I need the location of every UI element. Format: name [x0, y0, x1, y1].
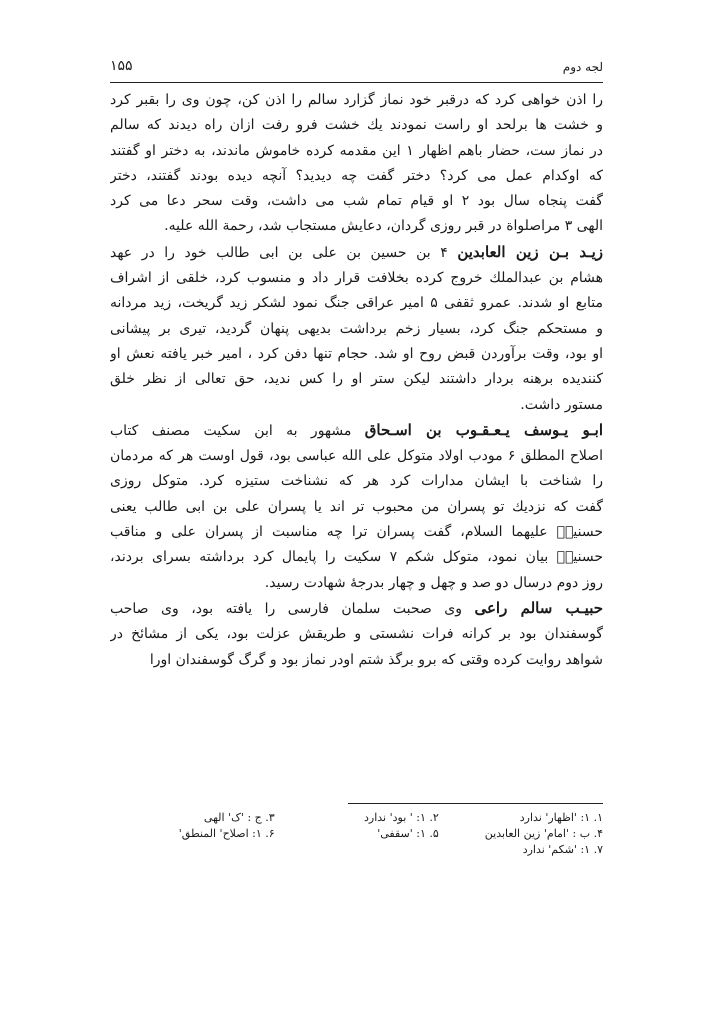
line-text: مشهور به ابن سکیت مصنف کتاب — [110, 422, 352, 439]
text-line — [110, 164, 603, 189]
line-text: را اذن خواهی کرد که درقبر خود نماز گزارد سالم را اذن کن، چون وی را بقبر کرد — [110, 92, 603, 108]
text-line — [110, 291, 603, 316]
entry-heading: حبیـب سالم راعی — [474, 598, 603, 617]
text-line — [110, 418, 603, 444]
line-text: را شناخت با ایشان مدارات کرد هر که نشناخت ستیزه کرد. متوکل روزی — [110, 473, 603, 490]
main-text — [110, 88, 603, 673]
footnote-row — [110, 826, 603, 842]
footnote-row — [110, 810, 603, 826]
text-line — [110, 648, 603, 673]
paragraph — [110, 88, 603, 240]
line-text: حسنینؓ بیان نمود، متوکل شکم ۷ سکیت را پایمال کرد برداشته بسرای بردند، — [110, 549, 603, 566]
text-line — [110, 139, 603, 164]
footnote: ۷. ۱: 'شکم' ندارد — [522, 843, 603, 856]
line-text: ۴ بن حسین بن علی بن ابی طالب خود را در عهد — [110, 244, 448, 261]
text-line — [110, 545, 603, 570]
footnote-row — [110, 842, 603, 858]
text-line — [110, 444, 603, 469]
line-text: گوسفندان بود بر کرانه فرات نشستی و طریقش عزلت بود، یکی از مشائخ در — [110, 626, 603, 643]
line-text: اصلاح المطلق ۶ مودب اولاد متوکل علی الله عباسی بود، قول اوست هر که مردمان — [110, 448, 603, 465]
footnote — [275, 842, 439, 858]
footnote: ۲. ۱: ' بود' ندارد — [364, 811, 439, 824]
text-line — [110, 571, 603, 596]
text-line — [110, 393, 603, 418]
line-text: و خشت ها برلحد او راست نمودند یك خشت فرو رفت ازان راه دیدند که سالم — [110, 117, 603, 134]
footnote: ۴. ب : 'امام' زین العابدین — [484, 827, 603, 840]
text-line — [110, 622, 603, 647]
text-line — [110, 189, 603, 214]
line-text: که اوکدام عمل می کرد؟ دختر گفت چه دیدید؟ آنچه دیده بودند گفتند، دختر — [110, 167, 603, 184]
line-text: شواهد روایت کرده وقتی که برو برگذ شتم اودر نماز بود و گرگ گوسفندان اورا — [149, 651, 603, 668]
line-text: هشام بن عبدالملك خروج کرده بخلافت قرار داد و منسوب کرد، خلقی از اشراف — [110, 270, 603, 287]
text-line — [110, 240, 603, 266]
line-text: حسنینؓ علیهما السلام، گفت پسران ترا چه مناسبت از پسران علی و مناقب — [110, 524, 603, 541]
text-line — [110, 317, 603, 342]
footnotes — [110, 810, 603, 858]
header-divider — [110, 82, 603, 83]
footnote-divider — [348, 803, 603, 804]
line-text: او بود، وقت برآوردن قبض روح او شد. حجام تنها دفن کرد ، امیر خبر یافته نعش او — [110, 345, 603, 362]
line-text: گفت پنجاه سال بود ۲ او قیام تمام شب می داشت، وقت سحر دعا می کرد — [110, 193, 603, 210]
line-text: و مستحکم جنگ کرد، بسیار زخم برداشت بدیهی پنهان گردید، تیری بر پیشانی — [110, 320, 603, 337]
text-line — [110, 214, 603, 239]
entry-heading: ابـو یـوسف یـعـقـوب بن اسـحاق — [364, 420, 603, 439]
text-line — [110, 88, 603, 113]
footnote: ۶. ۱: اصلاح' المنطق' — [178, 827, 275, 840]
text-line — [110, 367, 603, 392]
line-text: الهی ۳ مراصلواة در قبر روزی گردان، دعایش مستجاب شد، رحمة الله علیه. — [164, 218, 603, 235]
paragraph — [110, 418, 603, 596]
line-text: گفت که نزدیك تو پسران من محبوب تر اند یا پسران علی بن ابی طالب یعنی — [110, 498, 603, 515]
text-line — [110, 596, 603, 622]
running-header — [110, 58, 603, 80]
line-text: متابع او شدند. عمرو ثقفی ۵ امیر عراقی جنگ نمود لشکر زید گریخت، زید مردانه — [110, 295, 603, 312]
page-number: ۱۵۵ — [110, 58, 133, 74]
text-line — [110, 520, 603, 545]
entry-heading: زیـد بـن زین العابدین — [457, 242, 603, 261]
footnote: ۳. ج : 'ک' الهی — [203, 811, 275, 824]
footnote — [111, 842, 275, 858]
text-line — [110, 469, 603, 494]
footnote: ۵. ۱: 'سقفی' — [377, 827, 439, 840]
paragraph — [110, 240, 603, 418]
footnote: ۱. ۱: 'اظهار' ندارد — [519, 811, 603, 824]
paragraph — [110, 596, 603, 673]
text-line — [110, 266, 603, 291]
line-text: کنندیده برهنه بردار داشتند لیکن ستر او را کس ندید، حق تعالی از نظر خلق — [110, 371, 603, 388]
line-text: روز دوم درسال دو صد و چهل و چهار بدرجهٔ شهادت رسید. — [264, 574, 603, 591]
chapter-title: لجه دوم — [562, 60, 603, 74]
text-line — [110, 495, 603, 520]
line-text: در نماز ست، حضار باهم اظهار ۱ این مقدمه کرده خاموش ماندند، به دختر او گفتند — [110, 142, 603, 159]
text-line — [110, 342, 603, 367]
line-text: وی صحبت سلمان فارسی را یافته بود، وی صاحب — [110, 600, 462, 617]
line-text: مستور داشت. — [520, 396, 603, 413]
text-line — [110, 113, 603, 138]
